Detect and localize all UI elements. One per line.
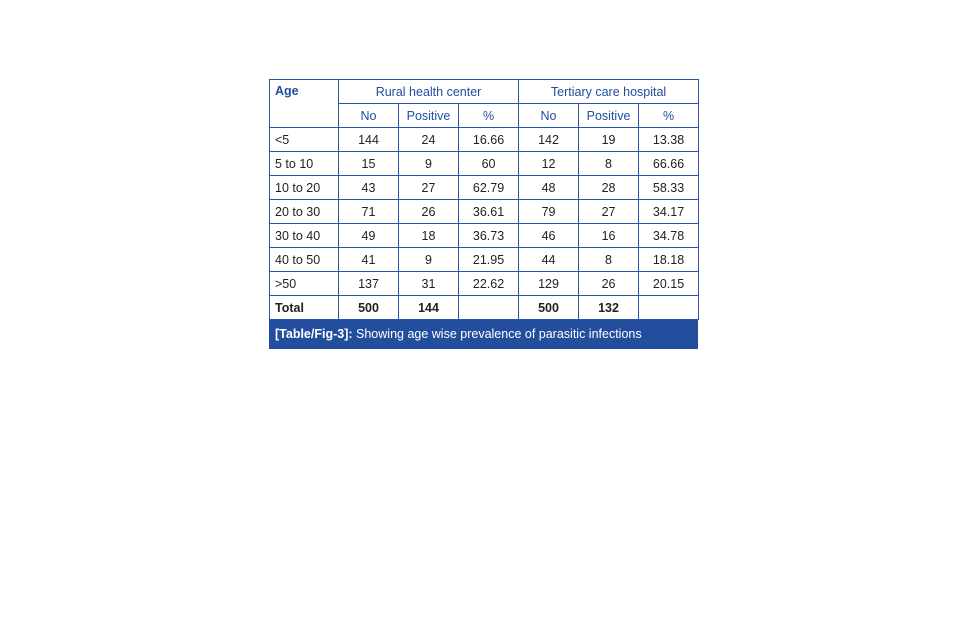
table-cell: 144 (399, 296, 459, 320)
table-cell: 142 (519, 128, 579, 152)
table-cell: 46 (519, 224, 579, 248)
table-cell: 58.33 (639, 176, 699, 200)
table-cell: 27 (579, 200, 639, 224)
prevalence-table (269, 79, 699, 320)
table-cell: 500 (339, 296, 399, 320)
table-cell: 22.62 (459, 272, 519, 296)
group-header-rural: Rural health center (339, 80, 519, 104)
table-cell: 9 (399, 248, 459, 272)
table-cell: 27 (399, 176, 459, 200)
table-body (270, 128, 699, 320)
table-cell: 79 (519, 200, 579, 224)
table-cell: 49 (339, 224, 399, 248)
table-caption (269, 320, 698, 349)
table-cell: 8 (579, 152, 639, 176)
table-cell: 66.66 (639, 152, 699, 176)
table-cell: 26 (579, 272, 639, 296)
age-cell: 40 to 50 (270, 248, 339, 272)
age-cell: 20 to 30 (270, 200, 339, 224)
table-cell: 144 (339, 128, 399, 152)
subheader-cell: Positive (399, 104, 459, 128)
age-cell: 30 to 40 (270, 224, 339, 248)
table-cell: 62.79 (459, 176, 519, 200)
table-cell: 21.95 (459, 248, 519, 272)
table-cell: 71 (339, 200, 399, 224)
table-row (270, 128, 699, 152)
table-row (270, 272, 699, 296)
age-cell: >50 (270, 272, 339, 296)
table-cell: 132 (579, 296, 639, 320)
table-cell: 44 (519, 248, 579, 272)
subheader-cell: No (339, 104, 399, 128)
table-cell: 34.17 (639, 200, 699, 224)
table-cell (459, 296, 519, 320)
table-cell: 41 (339, 248, 399, 272)
age-cell: 10 to 20 (270, 176, 339, 200)
table-cell: 34.78 (639, 224, 699, 248)
table-row (270, 248, 699, 272)
table-cell: 26 (399, 200, 459, 224)
table-cell: 129 (519, 272, 579, 296)
caption-label: [Table/Fig-3]: (275, 327, 353, 341)
table-row (270, 200, 699, 224)
table-cell: 16 (579, 224, 639, 248)
caption-text: Showing age wise prevalence of parasitic infections (352, 327, 642, 341)
table-cell: 36.61 (459, 200, 519, 224)
table-cell: 36.73 (459, 224, 519, 248)
table-cell: 43 (339, 176, 399, 200)
total-label: Total (270, 296, 339, 320)
table-cell: 13.38 (639, 128, 699, 152)
table-cell: 24 (399, 128, 459, 152)
group-header-row (270, 80, 699, 104)
table-figure (269, 79, 698, 349)
age-header: Age (270, 80, 339, 128)
table-cell: 28 (579, 176, 639, 200)
table-row (270, 176, 699, 200)
subheader-cell: % (459, 104, 519, 128)
table-cell: 19 (579, 128, 639, 152)
table-cell: 18 (399, 224, 459, 248)
table-cell: 15 (339, 152, 399, 176)
table-cell (639, 296, 699, 320)
table-cell: 18.18 (639, 248, 699, 272)
table-cell: 500 (519, 296, 579, 320)
subheader-cell: % (639, 104, 699, 128)
table-cell: 9 (399, 152, 459, 176)
table-cell: 137 (339, 272, 399, 296)
table-cell: 48 (519, 176, 579, 200)
table-cell: 12 (519, 152, 579, 176)
group-header-tertiary: Tertiary care hospital (519, 80, 699, 104)
table-cell: 20.15 (639, 272, 699, 296)
table-row (270, 152, 699, 176)
table-cell: 60 (459, 152, 519, 176)
age-cell: 5 to 10 (270, 152, 339, 176)
table-cell: 31 (399, 272, 459, 296)
table-cell: 8 (579, 248, 639, 272)
table-row (270, 224, 699, 248)
subheader-cell: Positive (579, 104, 639, 128)
total-row (270, 296, 699, 320)
subheader-cell: No (519, 104, 579, 128)
age-cell: <5 (270, 128, 339, 152)
table-cell: 16.66 (459, 128, 519, 152)
